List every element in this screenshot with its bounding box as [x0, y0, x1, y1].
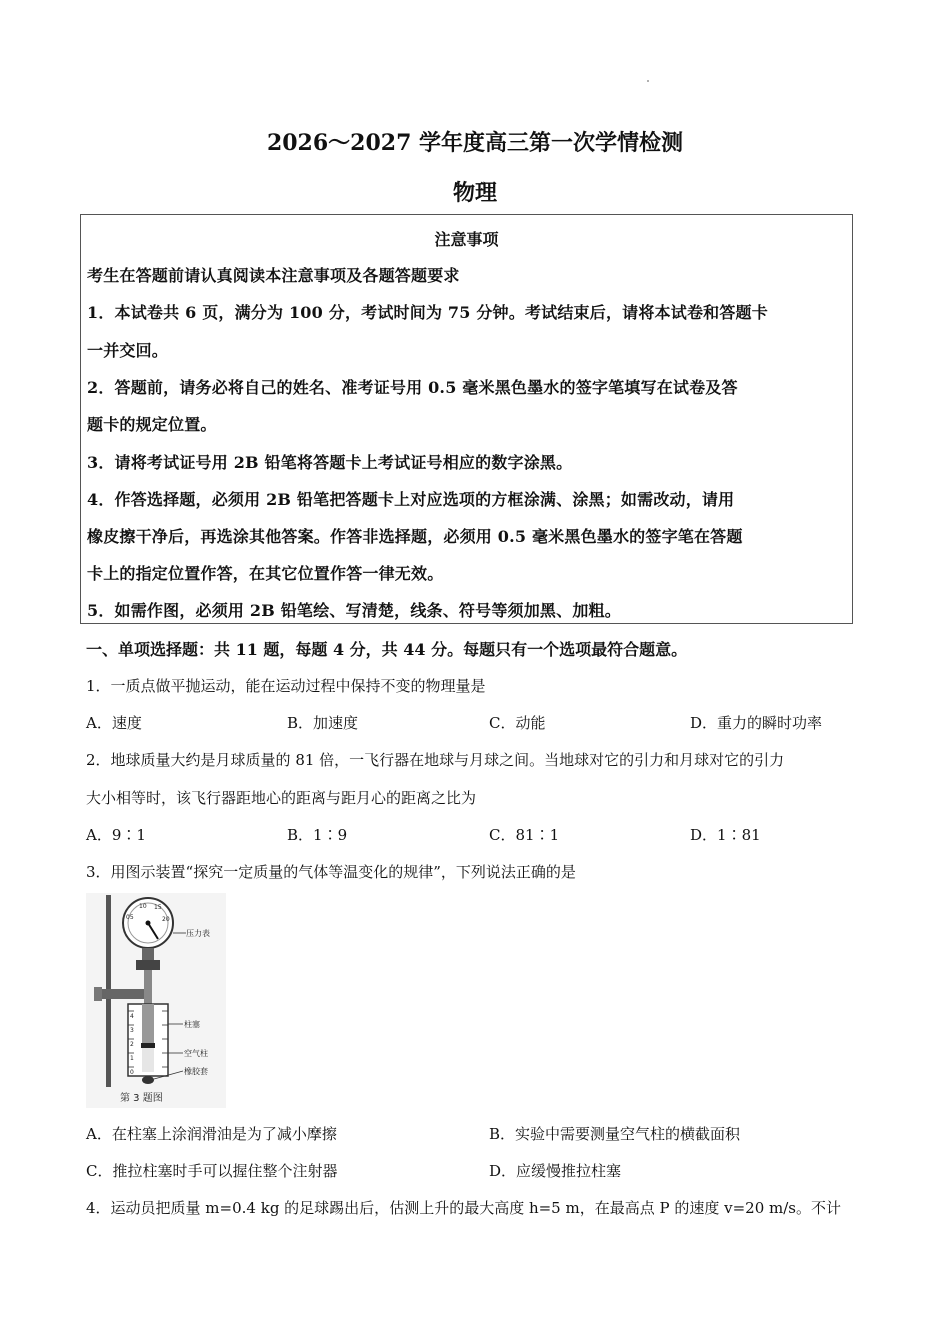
scale-mark: 2: [130, 1041, 134, 1048]
q3-option-d: D．应缓慢推拉柱塞: [489, 1162, 622, 1180]
scale-mark: 0: [130, 1069, 134, 1076]
plunger-label: 柱塞: [184, 1020, 200, 1029]
rubber-cap-label: 橡胶套: [184, 1067, 208, 1076]
q1-option-a: A．速度: [86, 714, 142, 732]
notice-line: 一并交回。: [87, 341, 169, 360]
dial-mark: 10: [139, 903, 147, 910]
apparatus-diagram: [86, 893, 226, 1108]
notice-line: 2．答题前，请务必将自己的姓名、准考证号用 0.5 毫米黑色墨水的签字笔填写在试卷及答: [87, 378, 738, 397]
scale-mark: 4: [130, 1013, 134, 1020]
question-3-stem: 3．用图示装置“探究一定质量的气体等温变化的规律”，下列说法正确的是: [86, 863, 576, 881]
figure-caption: 第 3 题图: [120, 1093, 163, 1104]
q2-option-a: A．9∶1: [86, 826, 146, 844]
dial-mark: 05: [126, 914, 134, 921]
notice-intro: 考生在答题前请认真阅读本注意事项及各题答题要求: [87, 266, 460, 285]
question-2-stem: 2．地球质量大约是月球质量的 81 倍，一飞行器在地球与月球之间。当地球对它的引力和月球对它的引力: [86, 751, 785, 769]
exam-title: 2026～2027 学年度高三第一次学情检测: [266, 130, 684, 156]
q2-option-d: D．1∶81: [690, 826, 761, 844]
gas-law-apparatus-figure: [86, 893, 226, 1108]
notice-line: 1．本试卷共 6 页，满分为 100 分，考试时间为 75 分钟。考试结束后，请将本试卷和答题卡: [87, 303, 768, 322]
plunger: [142, 1004, 154, 1046]
question-2-stem-cont: 大小相等时，该飞行器距地心的距离与距月心的距离之比为: [86, 789, 477, 807]
dial-mark: 15: [154, 904, 162, 911]
q1-option-d: D．重力的瞬时功率: [690, 714, 823, 732]
notice-line: 3．请将考试证号用 2B 铅笔将答题卡上考试证号相应的数字涂黑。: [87, 453, 573, 472]
plunger-rod: [144, 970, 152, 1004]
clamp-arm: [98, 989, 148, 999]
q1-option-b: B．加速度: [287, 714, 359, 732]
dial-mark: 20: [162, 916, 170, 923]
gauge-connector: [136, 960, 160, 970]
q2-option-b: B．1∶9: [287, 826, 348, 844]
notice-line: 橡皮擦干净后，再选涂其他答案。作答非选择题，必须用 0.5 毫米黑色墨水的签字笔在答题: [87, 527, 743, 546]
notice-line: 卡上的指定位置作答，在其它位置作答一律无效。: [87, 564, 444, 583]
air-column: [142, 1048, 154, 1072]
rubber-cap: [142, 1076, 154, 1084]
q3-option-c: C．推拉柱塞时手可以握住整个注射器: [86, 1162, 338, 1180]
gauge-label: 压力表: [186, 929, 210, 938]
q3-option-a: A．在柱塞上涂润滑油是为了减小摩擦: [86, 1125, 337, 1143]
section-heading: 一、单项选择题：共 11 题，每题 4 分，共 44 分。每题只有一个选项最符合题意。: [86, 640, 688, 659]
clamp-knob: [94, 987, 102, 1001]
scale-mark: 1: [130, 1055, 134, 1062]
exam-subject: 物理: [452, 180, 497, 206]
scale-mark: 3: [130, 1027, 134, 1034]
q3-option-b: B．实验中需要测量空气柱的横截面积: [489, 1125, 741, 1143]
notice-line: 4．作答选择题，必须用 2B 铅笔把答题卡上对应选项的方框涂满、涂黑；如需改动，请用: [87, 490, 735, 509]
notice-line: 题卡的规定位置。: [87, 415, 217, 434]
question-1-stem: 1．一质点做平抛运动，能在运动过程中保持不变的物理量是: [86, 677, 486, 695]
notice-line: 5．如需作图，必须用 2B 铅笔绘、写清楚，线条、符号等须加黑、加粗。: [87, 601, 621, 620]
question-4-stem: 4．运动员把质量 m=0.4 kg 的足球踢出后，估测上升的最大高度 h=5 m，在最高点 P 的速度 v=20 m/s。不计: [86, 1199, 841, 1217]
notice-box: [80, 214, 853, 624]
scan-dot: [647, 80, 649, 82]
air-column-label: 空气柱: [184, 1049, 208, 1058]
q1-option-c: C．动能: [489, 714, 546, 732]
notice-heading: 注意事项: [434, 230, 499, 249]
q2-option-c: C．81∶1: [489, 826, 560, 844]
